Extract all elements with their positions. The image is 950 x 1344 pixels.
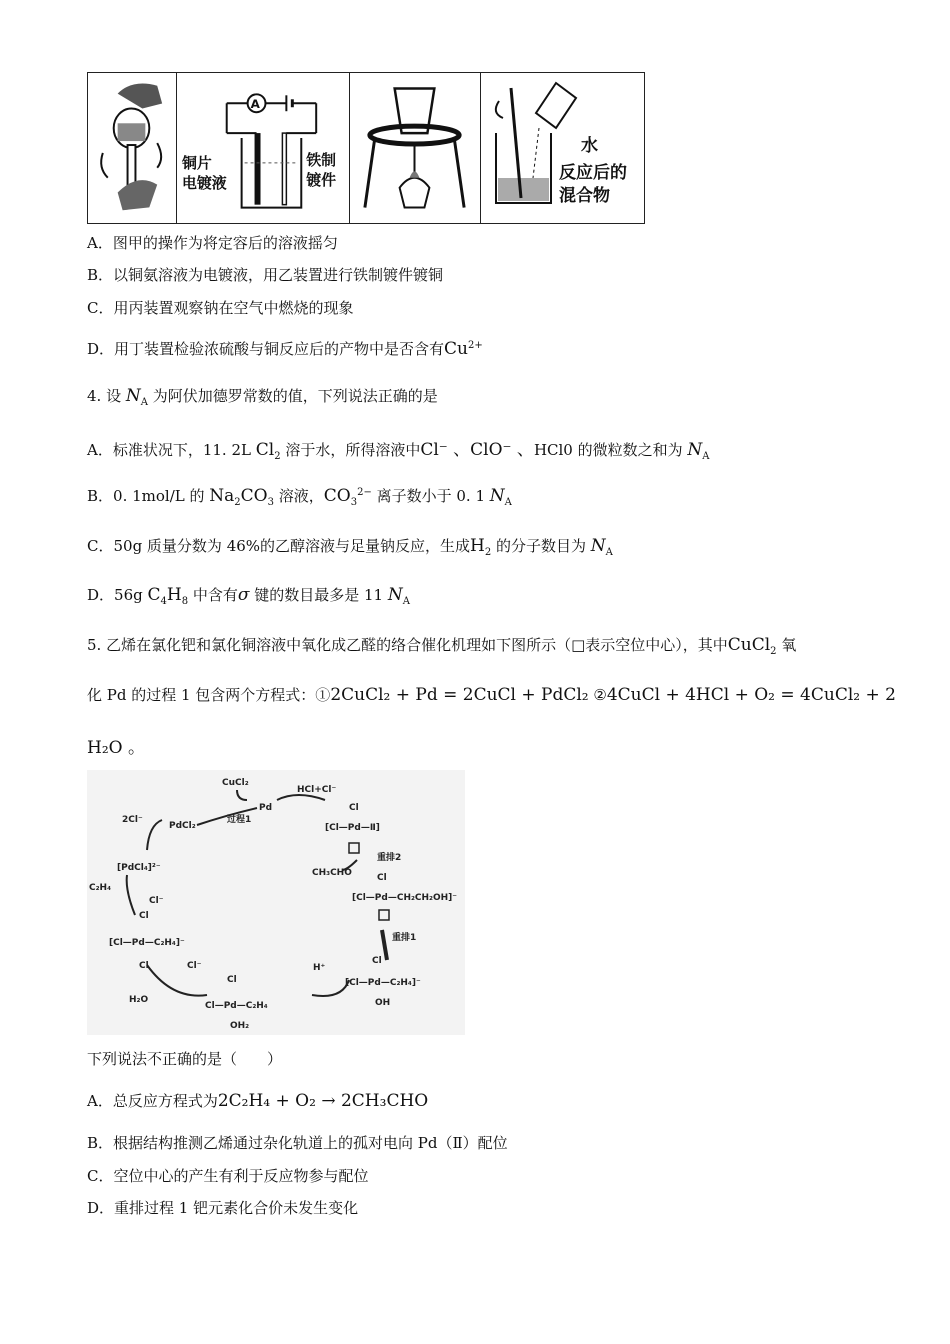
q5-option-a: A．总反应方程式为2C₂H₄ + O₂ → 2CH₃CHO <box>87 1091 429 1111</box>
diag-complex-ch2ch2oh: [Cl—Pd—CH₂CH₂OH]⁻ <box>352 893 458 903</box>
diag-c2h4: C₂H₄ <box>89 883 112 893</box>
diag-hcl-cl: HCl+Cl⁻ <box>297 785 337 795</box>
diag-cl-top-1: Cl <box>139 911 149 921</box>
iron-part-label-1: 铁制 <box>306 150 337 169</box>
diag-pd: Pd <box>259 803 273 813</box>
q4-option-b: B．0. 1mol/L 的 $Na_2CO_3$ 溶液，$CO_3^{2-}$ 离子数小于 0. 1 $N_A$ <box>87 486 512 508</box>
diag-cl-top-5: Cl <box>349 803 359 813</box>
diag-oh2: OH₂ <box>230 1021 250 1031</box>
diag-h-plus: H⁺ <box>313 963 326 973</box>
q3-option-d <box>87 338 483 359</box>
diag-cl-top-3: Cl <box>372 956 382 966</box>
diag-complex-c2h4: [Cl—Pd—C₂H₄]⁻ <box>109 938 185 948</box>
q3-option-d-text: D．用丁装置检验浓硫酸与铜反应后的产物中是否含有 <box>87 340 445 358</box>
panel-jia-flask <box>88 73 177 223</box>
q3-option-c: C．用丙装置观察钠在空气中燃烧的现象 <box>87 299 354 317</box>
catalytic-cycle-diagram <box>87 770 465 1035</box>
diag-cl-bottom-1: Cl <box>139 961 149 971</box>
apparatus-figure <box>87 72 645 224</box>
q3-option-a: A．图甲的操作为将定容后的溶液摇匀 <box>87 234 338 252</box>
cu-charge: 2+ <box>468 340 483 351</box>
q5-option-d: D．重排过程 1 钯元素化合价未发生变化 <box>87 1199 359 1217</box>
diag-process1: 过程1 <box>227 815 252 825</box>
diag-h2o: H₂O <box>129 995 149 1005</box>
q5-stem-line2: 化 Pd 的过程 1 包含两个方程式：①2CuCl₂ + Pd = 2CuCl + PdCl₂ ②4CuCl + 4HCl + O₂ = 4CuCl₂ + 2 <box>87 685 896 705</box>
diag-cucl2: CuCl₂ <box>222 778 249 788</box>
ammeter-label: A <box>250 97 260 112</box>
q4-option-d: D．56g $C_4H_8$ 中含有σ 键的数目最多是 11 $N_A$ <box>87 585 410 607</box>
iron-part-label-2: 镀件 <box>306 170 337 189</box>
diag-cl-minus-1: Cl⁻ <box>149 896 164 906</box>
diag-rearr2: 重排2 <box>377 853 402 863</box>
diag-rearr1: 重排1 <box>392 933 417 943</box>
q5-option-c: C．空位中心的产生有利于反应物参与配位 <box>87 1167 369 1185</box>
diag-oh: OH <box>375 998 391 1008</box>
diag-pdcl4: [PdCl₄]²⁻ <box>117 863 161 873</box>
panel-ding-beaker <box>481 73 644 223</box>
q3-option-b: B．以铜氨溶液为电镀液，用乙装置进行铁制镀件镀铜 <box>87 266 444 284</box>
panel-bing-crucible <box>350 73 481 223</box>
q4-option-a: A．标准状况下，11. 2L $Cl_2$ 溶于水，所得溶液中Cl⁻ 、ClO⁻ 、HCl0 的微粒数之和为 $N_A$ <box>87 440 710 462</box>
q4-option-c: C．50g 质量分数为 46%的乙醇溶液与足量钠反应，生成$H_2$ 的分子数目为 $N_A$ <box>87 536 613 558</box>
panel-yi-electroplating <box>177 73 350 223</box>
diag-cl-top-2: Cl <box>227 975 237 985</box>
diag-cl-minus-2: Cl⁻ <box>187 961 202 971</box>
q5-stem-line3: H₂O 。 <box>87 738 145 758</box>
diag-2cl: 2Cl⁻ <box>122 815 143 825</box>
q5-stem-line1: 5. 乙烯在氯化钯和氯化铜溶液中氧化成乙醛的络合催化机理如下图所示（□表示空位中心），其中CuCl$_2$ 氧 <box>87 635 797 657</box>
diag-pdcl2: PdCl₂ <box>169 821 196 831</box>
diag-complex-oh: [Cl—Pd—C₂H₄]⁻ <box>345 978 421 988</box>
q4-stem: 4. 设 $N_A$ 为阿伏加德罗常数的值，下列说法正确的是 <box>87 386 438 408</box>
diag-cl-top-4: Cl <box>377 873 387 883</box>
plating-solution-label: 电镀液 <box>181 173 227 192</box>
water-label: 水 <box>581 136 598 156</box>
mixture-label-2: 混合物 <box>559 186 610 206</box>
copper-sheet-label: 铜片 <box>181 153 212 172</box>
mixture-label-1: 反应后的 <box>559 163 627 183</box>
q5-question: 下列说法不正确的是（ ） <box>87 1050 283 1068</box>
diag-ch3cho: CH₃CHO <box>312 868 352 878</box>
diag-complex-pd-ii: [Cl—Pd—Ⅱ] <box>325 823 380 833</box>
cu-ion: Cu <box>444 339 468 359</box>
q5-option-b: B．根据结构推测乙烯通过杂化轨道上的孤对电向 Pd（Ⅱ）配位 <box>87 1134 508 1152</box>
diag-complex-neutral: Cl—Pd—C₂H₄ <box>205 1001 268 1011</box>
